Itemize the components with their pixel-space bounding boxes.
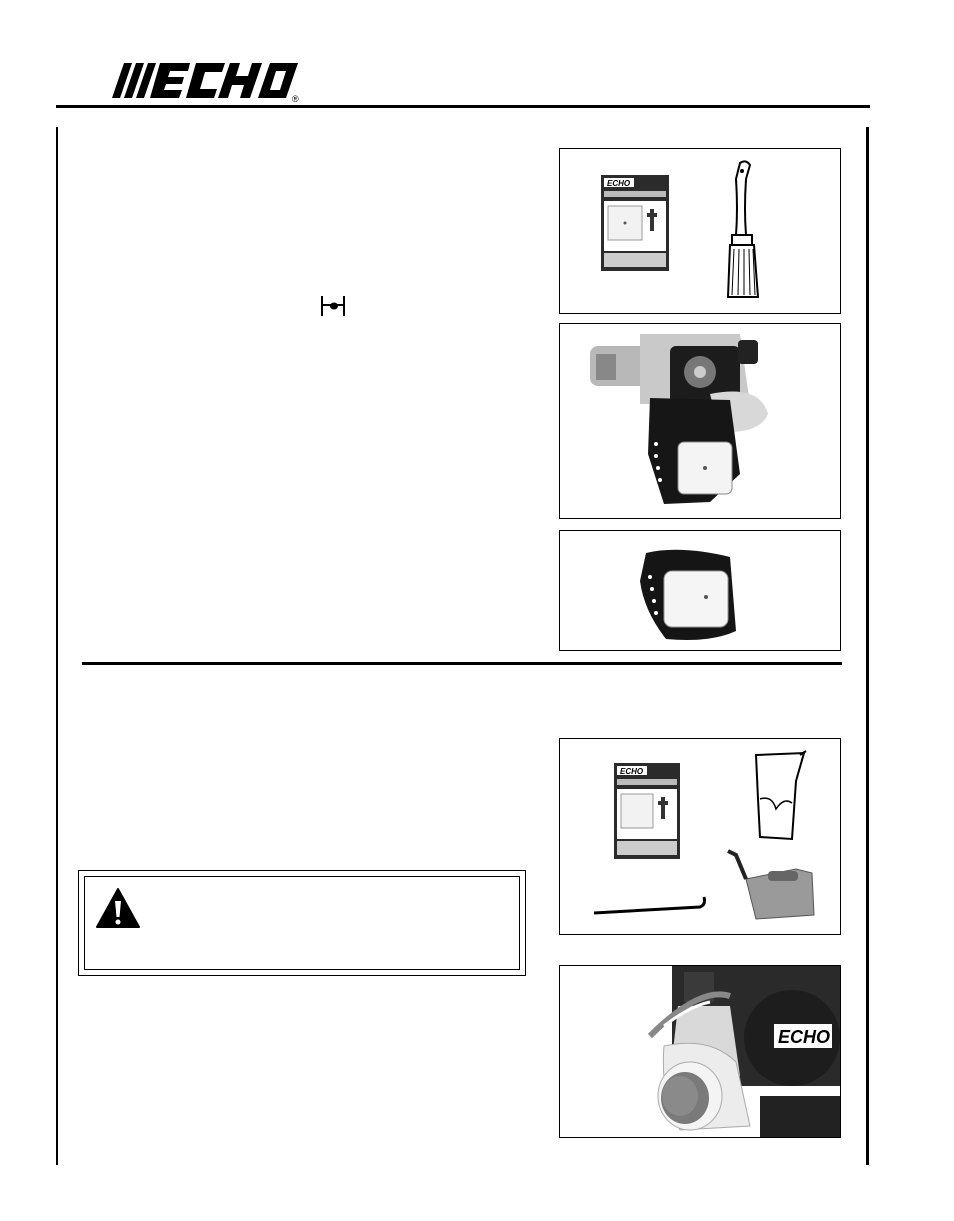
right-margin-line — [866, 127, 869, 1165]
svg-text:ECHO: ECHO — [607, 179, 631, 188]
figure-air-filter-cover — [559, 530, 841, 651]
choke-position-icon — [320, 294, 346, 318]
figure-fuel-tank-filter-removal — [559, 965, 841, 1138]
echo-logo — [110, 58, 310, 104]
section-divider — [82, 662, 842, 665]
figure-air-filter-kit-and-brush — [559, 148, 841, 314]
warning-box-inner — [84, 876, 520, 970]
left-margin-line — [56, 127, 58, 1165]
figure-fuel-filter-kit-tools — [559, 738, 841, 935]
header-rule — [56, 105, 870, 108]
engine-badge: ECHO — [778, 1027, 831, 1047]
figure-engine-air-filter-open — [559, 323, 841, 519]
svg-text:ECHO: ECHO — [620, 767, 644, 776]
warning-triangle-icon — [95, 887, 141, 929]
registered-mark: ® — [292, 94, 299, 104]
warning-box — [78, 870, 526, 976]
